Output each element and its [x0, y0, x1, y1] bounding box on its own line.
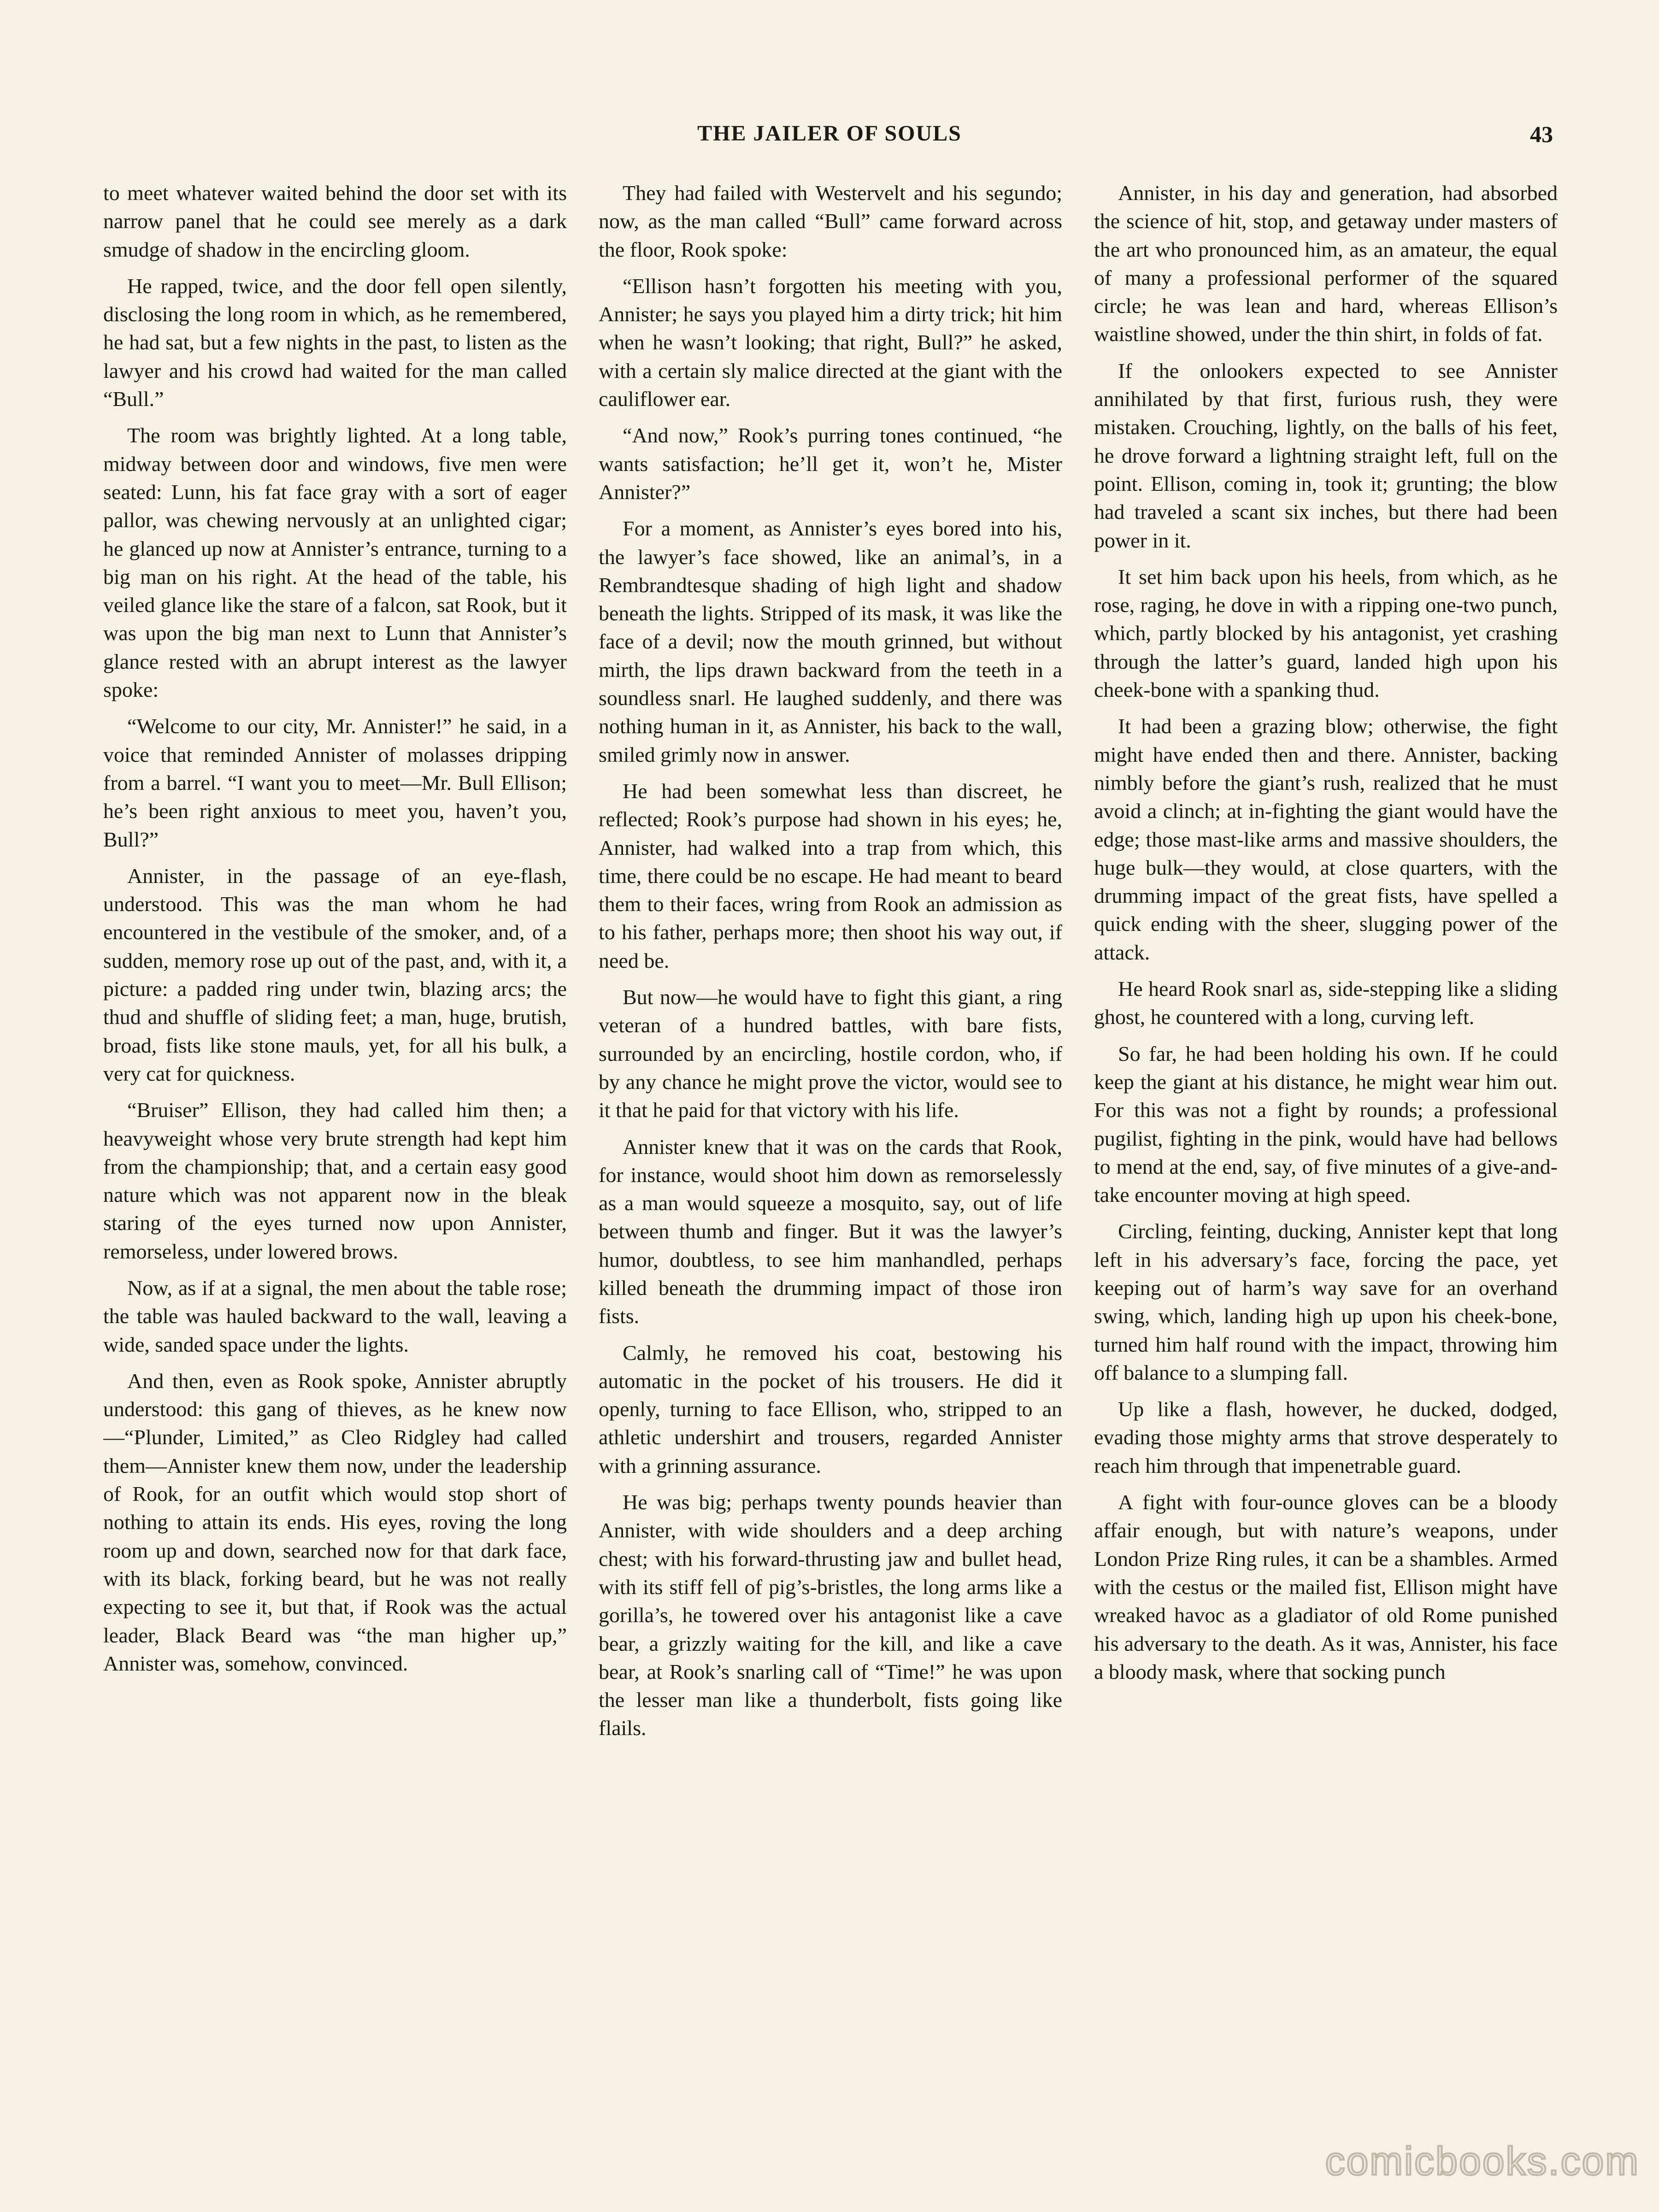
paragraph: Up like a flash, however, he ducked, dodged, evading those mighty arms that strove desperately to reach him through that impenetrable guard. [1094, 1397, 1558, 1477]
paragraph: They had failed with Westervelt and his segundo; now, as the man called “Bull” came forward across the floor, Rook spoke: [599, 181, 1062, 261]
paragraph: Calmly, he removed his coat, bestowing his automatic in the pocket of his trousers. He did it openly, turning to face Ellison, who, stripped to an athletic undershirt and trousers, regarded Annister with a grinning assurance. [599, 1341, 1062, 1477]
column-right [1094, 179, 1558, 2087]
paragraph: “Ellison hasn’t forgotten his meeting with you, Annister; he says you played him a dirty trick; hit him when he wasn’t looking; that right, Bull?” he asked, with a certain sly malice directed at the giant with the cauliflower ear. [599, 274, 1062, 411]
paragraph: It had been a grazing blow; otherwise, the fight might have ended then and there. Annister, backing nimbly before the giant’s rush, realized that he must avoid a clinch; at in-fighting the giant would have the edge; those mast-like arms and massive shoulders, the huge bulk—they would, at close quarters, with the drumming impact of the great fists, have spelled a quick ending with the sheer, slugging power of the attack. [1094, 714, 1558, 964]
paragraph: It set him back upon his heels, from which, as he rose, raging, he dove in with a ripping one-two punch, which, partly blocked by his antagonist, yet crashing through the latter’s guard, landed high upon his cheek-bone with a spanking thud. [1094, 565, 1558, 702]
paragraph: So far, he had been holding his own. If he could keep the giant at his distance, he might wear him out. For this was not a fight by rounds; a professional pugilist, fighting in the pink, would have had bellows to mend at the end, say, of five minutes of a give-and-take encounter moving at high speed. [1094, 1041, 1558, 1207]
column-left [103, 179, 567, 2087]
paragraph: “Bruiser” Ellison, they had called him then; a heavyweight whose very brute strength had kept him from the championship; that, and a certain easy good nature which was not apparent now in the bleak staring of the eyes turned now upon Annister, remorseless, under lowered brows. [103, 1098, 567, 1263]
paragraph: A fight with four-ounce gloves can be a bloody affair enough, but with nature’s weapons, under London Prize Ring rules, it can be a shambles. Armed with the cestus or the mailed fist, Ellison might have wreaked havoc as a gladiator of old Rome punished his adversary to the death. As it was, Annister, his face a bloody mask, where that socking punch [1094, 1490, 1558, 1683]
paragraph: “Welcome to our city, Mr. Annister!” he said, in a voice that reminded Annister of molasses dripping from a barrel. “I want you to meet—Mr. Bull Ellison; he’s been right anxious to meet you, haven’t you, Bull?” [103, 714, 567, 851]
paragraph: And then, even as Rook spoke, Annister abruptly understood: this gang of thieves, as he knew now—“Plunder, Limited,” as Cleo Ridgley had called them—Annister knew them now, under the leadership of Rook, for an outfit which would stop short of nothing to attain its ends. His eyes, roving the long room up and down, searched now for that dark face, with its black, forking beard, but he was not really expecting to see it, but that, if Rook was the actual leader, Black Beard was “the man higher up,” Annister was, somehow, convinced. [103, 1369, 567, 1675]
paragraph: Annister, in his day and generation, had absorbed the science of hit, stop, and getaway under masters of the art who pronounced him, as an amateur, the equal of many a professional performer of the squared circle; he was lean and hard, whereas Ellison’s waistline showed, under the thin shirt, in folds of fat. [1094, 181, 1558, 346]
paragraph: The room was brightly lighted. At a long table, midway between door and windows, five men were seated: Lunn, his fat face gray with a sort of eager pallor, was chewing nervously at an unlighted cigar; he glanced up now at Annister’s entrance, turning to a big man on his right. At the head of the table, his veiled glance like the stare of a falcon, sat Rook, but it was upon the big man next to Lunn that Annister’s glance rested with an abrupt interest as the lawyer spoke: [103, 424, 567, 702]
paragraph: He rapped, twice, and the door fell open silently, disclosing the long room in which, as he remembered, he had sat, but a few nights in the past, to listen as the lawyer and his crowd had waited for the man called “Bull.” [103, 274, 567, 411]
paragraph: For a moment, as Annister’s eyes bored into his, the lawyer’s face showed, like an animal’s, in a Rembrandtesque shading of high light and shadow beneath the lights. Stripped of its mask, it was like the face of a devil; now the mouth grinned, but without mirth, the lips drawn backward from the teeth in a soundless snarl. He laughed suddenly, and there was nothing human in it, as Annister, his back to the wall, smiled grimly now in answer. [599, 517, 1062, 766]
watermark: comicbooks.com [1325, 2139, 1640, 2183]
running-head [106, 121, 1553, 153]
paragraph: If the onlookers expected to see Annister annihilated by that first, furious rush, they were mistaken. Crouching, lightly, on the balls of his feet, he drove forward a lightning straight left, full on the point. Ellison, coming in, took it; grunting; the blow had traveled a scant six inches, but there had been power in it. [1094, 359, 1558, 552]
paragraph: Annister, in the passage of an eye-flash, understood. This was the man whom he had encountered in the vestibule of the smoker, and, of a sudden, memory rose up out of the past, and, with it, a picture: a padded ring under twin, blazing arcs; the thud and shuffle of sliding feet; a man, huge, brutish, broad, fists like stone mauls, yet, for all his bulk, a very cat for quickness. [103, 864, 567, 1085]
page-number: 43 [1530, 121, 1553, 147]
paragraph: He had been somewhat less than discreet, he reflected; Rook’s purpose had shown in his eyes; he, Annister, had walked into a trap from which, this time, there could be no escape. He had meant to beard them to their faces, wring from Rook an admission as to his father, perhaps more; then shoot his way out, if need be. [599, 779, 1062, 972]
paragraph: He heard Rook snarl as, side-stepping like a sliding ghost, he countered with a long, curving left. [1094, 977, 1558, 1029]
paragraph: He was big; perhaps twenty pounds heavier than Annister, with wide shoulders and a deep arching chest; with his forward-thrusting jaw and bullet head, with its stiff fell of pig’s-bristles, the long arms like a gorilla’s, he towered over his antagonist like a cave bear, a grizzly waiting for the kill, and like a cave bear, at Rook’s snarling call of “Time!” he was upon the lesser man like a thunderbolt, fists going like flails. [599, 1490, 1062, 1740]
paragraph: Circling, feinting, ducking, Annister kept that long left in his adversary’s face, forcing the pace, yet keeping out of harm’s way save for an overhand swing, which, landing high up upon his cheek-bone, turned him half round with the impact, throwing him off balance to a slumping fall. [1094, 1219, 1558, 1384]
column-middle [599, 179, 1062, 2087]
paragraph: But now—he would have to fight this giant, a ring veteran of a hundred battles, with bare fists, surrounded by an encircling, hostile cordon, who, if by any chance he might prove the victor, would see to it that he paid for that victory with his life. [599, 985, 1062, 1122]
text-columns [103, 179, 1558, 2087]
paragraph: to meet whatever waited behind the door set with its narrow panel that he could see merely as a dark smudge of shadow in the encircling gloom. [103, 181, 567, 261]
paragraph: Annister knew that it was on the cards that Rook, for instance, would shoot him down as remorselessly as a man would squeeze a mosquito, say, out of life between thumb and finger. But it was the lawyer’s humor, doubtless, to see him manhandled, perhaps killed beneath the drumming impact of those iron fists. [599, 1135, 1062, 1328]
paragraph: Now, as if at a signal, the men about the table rose; the table was hauled backward to the wall, leaving a wide, sanded space under the lights. [103, 1276, 567, 1356]
paragraph: “And now,” Rook’s purring tones continued, “he wants satisfaction; he’ll get it, won’t he, Mister Annister?” [599, 424, 1062, 504]
page-title: THE JAILER OF SOULS [697, 121, 962, 146]
